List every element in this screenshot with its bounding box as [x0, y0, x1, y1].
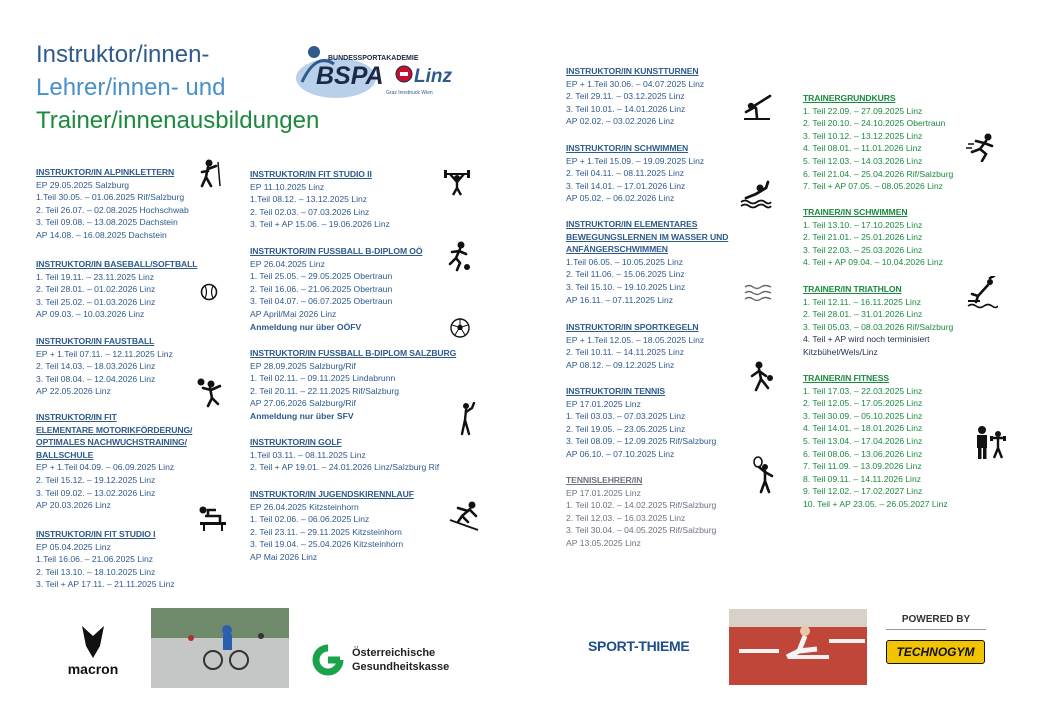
- date-line: 1. Teil 03.03. – 07.03.2025 Linz: [566, 411, 686, 422]
- date-line: 2. Teil 28.01. – 31.01.2026 Linz: [803, 309, 923, 320]
- tennis-player-icon: [752, 456, 778, 494]
- section-trainer-schwimmen: [803, 206, 943, 269]
- section-trainer-triathlon: [803, 283, 953, 359]
- golfer-icon: [456, 402, 476, 436]
- date-line: AP 09.03. – 10.03.2026 Linz: [36, 309, 145, 320]
- section-heading[interactable]: INSTRUKTOR/IN ALPINKLETTERN: [36, 167, 175, 177]
- section-heading[interactable]: TRAINERGRUNDKURS: [803, 93, 896, 103]
- section-fussball-sbg: [250, 347, 456, 423]
- logo-main-text: BSPA: [316, 62, 384, 90]
- date-line: 4. Teil + AP wird noch terminisiert: [803, 334, 930, 345]
- date-line: AP 27.06.2026 Salzburg/Rif: [250, 398, 356, 409]
- date-line: AP 20.03.2026 Linz: [36, 500, 111, 511]
- climber-icon: [198, 158, 224, 188]
- date-line: EP 17.01.2025 Linz: [566, 487, 641, 498]
- date-line: 3. Teil 08.04. – 12.04.2026 Linz: [36, 373, 156, 384]
- logo-sub-text: Graz Innsbruck Wien: [386, 90, 433, 96]
- section-heading[interactable]: INSTRUKTOR/IN FIT ELEMENTARE MOTORIKFÖRDERUNG/ OPTIMALES NACHWUCHSTRAINING/ BALLSCHULE: [36, 412, 193, 460]
- date-line: 3. Teil 19.04. – 25.04.2026 Kitzsteinhorn: [250, 539, 404, 550]
- section-heading[interactable]: INSTRUKTOR/IN FUSSBALL B-DIPLOM OÖ: [250, 246, 423, 256]
- date-line: AP April/Mai 2026 Linz: [250, 308, 337, 319]
- date-line: AP 22.05.2026 Linz: [36, 386, 111, 397]
- section-faustball: [36, 335, 173, 398]
- date-line: 3. Teil 04.07. – 06.07.2025 Obertraun: [250, 296, 393, 307]
- date-line: EP 11.10.2025 Linz: [250, 181, 325, 192]
- date-line: 2. Teil 10.11. – 14.11.2025 Linz: [566, 347, 685, 358]
- section-baseball: [36, 258, 197, 321]
- trainer-icon: [972, 424, 1008, 460]
- cyclists-photo: [151, 608, 289, 688]
- weightlifter-icon: [442, 166, 472, 196]
- section-heading[interactable]: INSTRUKTOR/IN JUGENDSKIRENNLAUF: [250, 489, 414, 499]
- date-line: EP 26.04.2025 Linz: [250, 258, 325, 269]
- date-line: 7. Teil 11.09. – 13.09.2026 Linz: [803, 461, 922, 472]
- date-line: 2. Teil 23.11. – 29.11.2025 Kitzsteinhorn: [250, 526, 402, 537]
- date-line: EP 17.01.2025 Linz: [566, 398, 641, 409]
- bowler-icon: [748, 360, 776, 394]
- section-trainer-fitness: [803, 372, 948, 511]
- section-jugendski: [250, 488, 414, 564]
- volleyball-player-icon: [196, 376, 228, 412]
- date-line: 2. Teil 29.11. – 03.12.2025 Linz: [566, 91, 685, 102]
- section-sportkegeln: [566, 321, 704, 371]
- date-line: 1. Teil 10.02. – 14.02.2025 Rif/Salzburg: [566, 500, 717, 511]
- date-line: 6. Teil 21.04. – 25.04.2026 Rif/Salzburg: [803, 168, 954, 179]
- section-schwimmen-instruktor: [566, 142, 704, 205]
- oegk-line-1: Österreichische: [352, 647, 436, 659]
- date-line: 1. Teil 13.10. – 17.10.2025 Linz: [803, 219, 923, 230]
- oegk-logo: [310, 640, 480, 684]
- soccer-player-icon: [446, 240, 472, 272]
- date-line: AP 02.02. – 03.02.2026 Linz: [566, 116, 675, 127]
- date-line: EP + 1.Teil 07.11. – 12.11.2025 Linz: [36, 348, 173, 359]
- date-line: EP 26.04.2025 Kitzsteinhorn: [250, 501, 359, 512]
- diver-icon: [966, 276, 998, 312]
- date-line: 2. Teil 16.06. – 21.06.2025 Obertraun: [250, 283, 393, 294]
- date-line: 2. Teil + AP 19.01. – 24.01.2026 Linz/Salzburg Rif: [250, 462, 440, 473]
- logo-city-text: Linz: [414, 66, 452, 87]
- section-heading[interactable]: INSTRUKTOR/IN TENNIS: [566, 386, 666, 396]
- date-line: 1.Teil 30.05. – 01.06.2025 Rif/Salzburg: [36, 192, 185, 203]
- date-line: 1.Teil 03.11. – 08.11.2025 Linz: [250, 449, 366, 460]
- section-heading[interactable]: INSTRUKTOR/IN GOLF: [250, 437, 342, 447]
- soccer-ball-icon: [450, 318, 470, 338]
- date-line: 2. Teil 04.11. – 08.11.2025 Linz: [566, 168, 685, 179]
- section-heading[interactable]: TRAINER/IN TRIATHLON: [803, 284, 902, 294]
- swimmer-icon: [740, 180, 772, 210]
- date-line: 1. Teil 22.09. – 27.09.2025 Linz: [803, 105, 923, 116]
- date-line: 3. Teil 08.09. – 12.09.2025 Rif/Salzburg: [566, 436, 717, 447]
- date-line: AP 14.08. – 16.08.2025 Dachstein: [36, 229, 167, 240]
- date-line: 9. Teil 12.02. – 17.02.2027 Linz: [803, 486, 923, 497]
- date-line: 2. Teil 12.03. – 16.03.2025 Linz: [566, 512, 686, 523]
- date-line: 2. Teil 02.03. – 07.03.2026 Linz: [250, 206, 370, 217]
- date-line: EP 28.09.2025 Salzburg/Rif: [250, 360, 356, 371]
- fitness-bench-icon: [196, 500, 230, 532]
- section-fit-studio-1: [36, 528, 175, 591]
- date-line: 5. Teil 13.04. – 17.04.2026 Linz: [803, 435, 923, 446]
- date-line: 2. Teil 12.05. – 17.05.2025 Linz: [803, 398, 923, 409]
- baseball-icon: [200, 283, 218, 301]
- section-heading[interactable]: TENNISLEHRER/IN: [566, 475, 643, 485]
- date-line: 3. Teil 25.02. – 01.03.2026 Linz: [36, 296, 156, 307]
- powered-by-text: POWERED BY: [901, 614, 971, 625]
- section-heading[interactable]: INSTRUKTOR/IN FIT STUDIO II: [250, 169, 372, 179]
- section-heading[interactable]: INSTRUKTOR/IN KUNSTTURNEN: [566, 66, 699, 76]
- sport-thieme-logo: SPORT-THIEME: [588, 638, 690, 654]
- date-line: 3. Teil 22.03. – 25.03.2026 Linz: [803, 244, 923, 255]
- bspa-logo: [294, 42, 464, 104]
- date-line: Kitzbühel/Wels/Linz: [803, 346, 878, 357]
- title-line-3: Trainer/innenausbildungen: [36, 107, 320, 134]
- date-line: AP Mai 2026 Linz: [250, 551, 318, 562]
- skier-icon: [448, 500, 480, 532]
- section-tennislehrer: [566, 474, 716, 550]
- runner-icon: [966, 132, 998, 162]
- date-line: 4. Teil + AP 09.04. – 10.04.2026 Linz: [803, 257, 943, 268]
- date-line: AP 06.10. – 07.10.2025 Linz: [566, 448, 675, 459]
- date-line: EP + 1.Teil 30.06. – 04.07.2025 Linz: [566, 78, 705, 89]
- macron-text: macron: [67, 661, 119, 677]
- date-line: 1.Teil 16.06. – 21.06.2025 Linz: [36, 554, 154, 565]
- date-line: 3. Teil + AP 15.06. – 19.06.2026 Linz: [250, 219, 390, 230]
- page-title: [36, 38, 319, 137]
- date-line: 2. Teil 20.10. – 24.10.2025 Obertraun: [803, 118, 946, 129]
- date-line: 6. Teil 08.06. – 13.06.2026 Linz: [803, 448, 923, 459]
- logo-top-text: BUNDESSPORTAKADEMIE: [328, 55, 419, 62]
- title-line-1: Instruktor/innen-: [36, 41, 210, 68]
- date-line: 2. Teil 28.01. – 01.02.2026 Linz: [36, 284, 156, 295]
- date-line: 1. Teil 02.06. – 06.06.2025 Linz: [250, 514, 370, 525]
- date-line: 2. Teil 20.11. – 22.11.2025 Rif/Salzburg: [250, 385, 400, 396]
- date-line: 1. Teil 02.11. – 09.11.2025 Lindabrunn: [250, 373, 396, 384]
- registration-note: Anmeldung nur über SFV: [250, 410, 354, 421]
- section-trainergrundkurs: [803, 92, 953, 193]
- date-line: 1. Teil 19.11. – 23.11.2025 Linz: [36, 271, 155, 282]
- date-line: 3. Teil 09.02. – 13.02.2026 Linz: [36, 487, 156, 498]
- registration-note: Anmeldung nur über OÖFV: [250, 321, 362, 332]
- date-line: 2. Teil 14.03. – 18.03.2026 Linz: [36, 361, 156, 372]
- date-line: 1. Teil 17.03. – 22.03.2025 Linz: [803, 385, 923, 396]
- date-line: 7. Teil + AP 07.05. – 08.05.2026 Linz: [803, 181, 943, 192]
- date-line: 2. Teil 11.06. – 15.06.2025 Linz: [566, 269, 685, 280]
- section-fit-elementar: [36, 411, 192, 512]
- section-kunstturnen: [566, 65, 704, 128]
- gymnast-icon: [742, 92, 772, 122]
- macron-logo: [62, 622, 124, 682]
- date-line: 3. Teil 10.12. – 13.12.2025 Linz: [803, 130, 923, 141]
- section-heading[interactable]: TRAINER/IN SCHWIMMEN: [803, 207, 908, 217]
- date-line: EP + 1.Teil 15.09. – 19.09.2025 Linz: [566, 155, 705, 166]
- date-line: 3. Teil 14.01. – 17.01.2026 Linz: [566, 180, 686, 191]
- section-heading[interactable]: INSTRUKTOR/IN FIT STUDIO I: [36, 529, 156, 539]
- date-line: 3. Teil 09.08. – 13.08.2025 Dachstein: [36, 217, 178, 228]
- section-heading[interactable]: INSTRUKTOR/IN SCHWIMMEN: [566, 143, 689, 153]
- date-line: EP 29.05.2025 Salzburg: [36, 179, 130, 190]
- date-line: 3. Teil 05.03. – 08.03.2026 Rif/Salzburg: [803, 321, 954, 332]
- section-golf: [250, 436, 439, 474]
- oegk-line-2: Gesundheitskasse: [352, 661, 450, 673]
- date-line: 3. Teil 30.04. – 04.05.2025 Rif/Salzburg: [566, 525, 717, 536]
- date-line: 2. Teil 15.12. – 19.12.2025 Linz: [36, 474, 156, 485]
- date-line: AP 08.12. – 09.12.2025 Linz: [566, 359, 675, 370]
- date-line: 1. Teil 12.11. – 16.11.2025 Linz: [803, 296, 922, 307]
- date-line: 1.Teil 08.12. – 13.12.2025 Linz: [250, 194, 368, 205]
- date-line: 3. Teil 15.10. – 19.10.2025 Linz: [566, 281, 686, 292]
- date-line: 5. Teil 12.03. – 14.03.2026 Linz: [803, 155, 923, 166]
- date-line: AP 16.11. – 07.11.2025 Linz: [566, 294, 674, 305]
- date-line: 3. Teil + AP 17.11. – 21.11.2025 Linz: [36, 579, 175, 590]
- section-fussball-oo: [250, 245, 422, 333]
- date-line: EP + 1.Teil 12.05. – 18.05.2025 Linz: [566, 334, 705, 345]
- section-heading[interactable]: TRAINER/IN FITNESS: [803, 373, 890, 383]
- date-line: EP 05.04.2025 Linz: [36, 541, 111, 552]
- date-line: AP 13.05.2025 Linz: [566, 537, 641, 548]
- date-line: 4. Teil 08.01. – 11.01.2026 Linz: [803, 143, 922, 154]
- section-heading[interactable]: INSTRUKTOR/IN SPORTKEGELN: [566, 322, 699, 332]
- section-alpinklettern: [36, 166, 189, 242]
- section-heading[interactable]: INSTRUKTOR/IN ELEMENTARES BEWEGUNGSLERNEN IM WASSER UND ANFÄNGERSCHWIMMEN: [566, 219, 729, 255]
- date-line: 4. Teil 14.01. – 18.01.2026 Linz: [803, 423, 923, 434]
- water-waves-icon: [744, 282, 772, 304]
- technogym-logo: [886, 614, 986, 674]
- date-line: AP 05.02. – 06.02.2026 Linz: [566, 193, 675, 204]
- date-line: 8. Teil 09.11. – 14.11.2026 Linz: [803, 473, 922, 484]
- technogym-text: TECHNOGYM: [886, 640, 985, 664]
- hurdles-photo: [729, 609, 867, 685]
- date-line: 2. Teil 19.05. – 23.05.2025 Linz: [566, 423, 686, 434]
- date-line: 10. Teil + AP 23.05. – 26.05.2027 Linz: [803, 498, 948, 509]
- date-line: 2. Teil 21.01. – 25.01.2026 Linz: [803, 232, 923, 243]
- date-line: 2. Teil 13.10. – 18.10.2025 Linz: [36, 566, 156, 577]
- section-heading[interactable]: INSTRUKTOR/IN FUSSBALL B-DIPLOM SALZBURG: [250, 348, 457, 358]
- date-line: 1. Teil 25.05. – 29.05.2025 Obertraun: [250, 271, 393, 282]
- title-line-2: Lehrer/innen- und: [36, 74, 226, 101]
- date-line: 2. Teil 26.07. – 02.08.2025 Hochschwab: [36, 204, 189, 215]
- section-heading[interactable]: INSTRUKTOR/IN FAUSTBALL: [36, 336, 155, 346]
- section-fit-studio-2: [250, 168, 390, 231]
- section-tennis: [566, 385, 716, 461]
- section-heading[interactable]: INSTRUKTOR/IN BASEBALL/SOFTBALL: [36, 259, 198, 269]
- date-line: 3. Teil 30.09. – 05.10.2025 Linz: [803, 410, 923, 421]
- section-elementares-wasser: [566, 218, 728, 306]
- date-line: EP + 1.Teil 04.09. – 06.09.2025 Linz: [36, 462, 175, 473]
- date-line: 3. Teil 10.01. – 14.01.2026 Linz: [566, 103, 686, 114]
- date-line: 1.Teil 06.05. – 10.05.2025 Linz: [566, 256, 684, 267]
